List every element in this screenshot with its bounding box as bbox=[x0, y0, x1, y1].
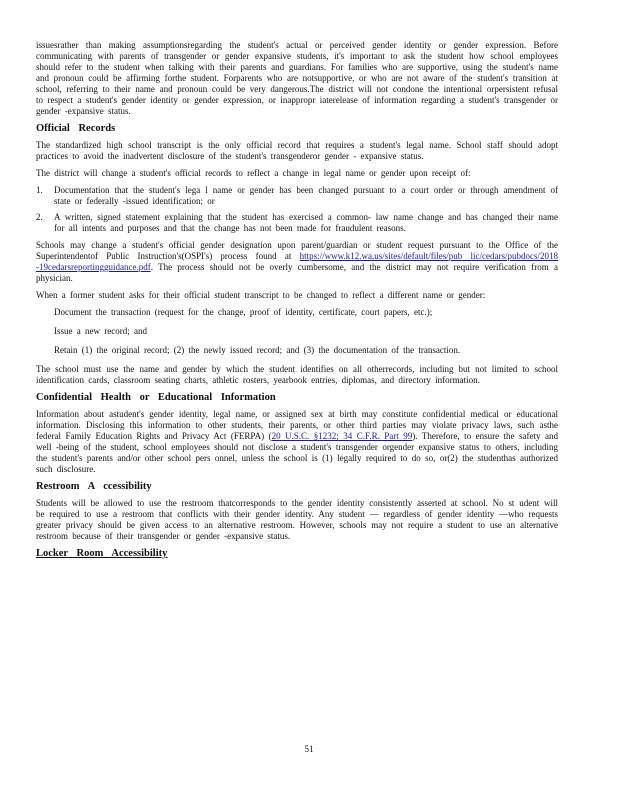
list-item-text: Issue a new record; and bbox=[54, 326, 147, 336]
restroom-paragraph: Students will be allowed to use the restroom thatcorresponds to the gender identity consistently asserted at school. No st udent will be required to use a restroom that conflicts with their gender identity. Any student — regardless of gender identity —who requests greater privacy should be given access to an alternative restroom. However, schools may not require a student to use an alternative restroom because of their transgender or gender -expansive status. bbox=[36, 498, 558, 541]
confidential-paragraph bbox=[36, 409, 558, 475]
paragraph-text: Information about astudent's gender identity, legal name, or assigned sex at birth may constitute confidential medical or educational information. Disclosing this information to other students, their parents, or other third parties may violate privacy laws, such asthe federal Family Education Rights and Privacy Act (FERPA) ( bbox=[36, 409, 558, 441]
locker-room-heading: Locker Room Accessibility bbox=[36, 548, 168, 559]
official-records-paragraph-1: The standardized high school transcript is the only official record that requires a student's legal name. School staff should adopt practices to avoid the inadvertent disclosure of the student's transgenderor gender - expansive status. bbox=[36, 140, 558, 161]
ferpa-citation-link[interactable]: 20 U.S.C. §1232; 34 C.F.R. Part 99 bbox=[271, 431, 413, 441]
official-records-paragraph-5: The school must use the name and gender by which the student identifies on all otherrecords, including but not limited to school identification cards, classroom seating charts, athletic rosters, yearbook entries, diplomas, and directory information. bbox=[36, 364, 558, 385]
list-number: 1. bbox=[36, 185, 43, 195]
paragraph-text: ). Therefore, to ensure the safety and well -being of the student, school employees should not disclose a student's transgender orgender expansive status to others, including the student's parents and/or other school pers onnel, unless the school is (1) legally required to do so, or(2) the studenthas authorized such disclosure. bbox=[36, 431, 559, 474]
list-item-text: Documentation that the student's lega l name or gender has been changed pursuant to a court order or through amendment of state or federally -issued identification; or bbox=[54, 185, 558, 206]
list-item bbox=[36, 212, 558, 234]
paragraph-text: . The process should not be overly cumbersome, and the district may not require verification from a physician. bbox=[36, 262, 558, 283]
restroom-heading: Restroom A ccessibility bbox=[36, 481, 152, 492]
list-number: 2. bbox=[36, 212, 43, 222]
transcript-steps-list bbox=[36, 307, 558, 356]
bullet-glyph bbox=[36, 326, 43, 337]
records-change-list bbox=[36, 185, 558, 234]
intro-paragraph: issuesrather than making assumptionsregarding the student's actual or perceived gender identity or gender expression. Before communicating with parents of transgender or gender expansive students, it's important to ask the student how school employees should refer to the student when talking with their parents and guardians. For families who are supportive, using the student's name and pronoun could be affirming forthe student. Forparents who are notsupportive, or who are not aware of the student's transition at school, referring to their name and pronoun could be very dangerous.The district will not condone the intentional orpersistent refusal to respect a student's gender identity or gender expression, or inappropr iaterelease of information regarding a student's transgender or gender -expansive status. bbox=[36, 40, 558, 116]
official-records-heading: Official Records bbox=[36, 123, 116, 134]
list-item-text: Retain (1) the original record; (2) the newly issued record; and (3) the documentation of the transaction. bbox=[54, 345, 461, 355]
list-item bbox=[36, 185, 558, 207]
official-records-paragraph-2: The district will change a student's official records to reflect a change in legal name or gender upon receipt of: bbox=[36, 168, 471, 178]
list-item bbox=[36, 307, 558, 318]
official-records-paragraph-4: When a former student asks for their official student transcript to be changed to reflect a different name or gender: bbox=[36, 290, 486, 300]
official-records-paragraph-3 bbox=[36, 240, 558, 284]
list-item bbox=[36, 326, 558, 337]
list-item-text: A written, signed statement explaining that the student has exercised a common- law name change and has changed their name for all intents and purposes and that the change has not been made for fraudulent reasons. bbox=[54, 212, 558, 233]
list-item-text: Document the transaction (request for the change, proof of identity, certificate, court papers, etc.); bbox=[54, 307, 433, 317]
bullet-glyph bbox=[36, 307, 43, 318]
page-number: 51 bbox=[304, 744, 314, 754]
document-page bbox=[36, 40, 558, 565]
list-item bbox=[36, 345, 558, 356]
paragraph-text: Schools may change a student's official gender designation upon parent/guardian or student request pursuant to the Office of the Superintendentof Public Instruction's(OSPI's) process found at bbox=[36, 240, 558, 261]
confidential-heading: Confidential Health or Educational Information bbox=[36, 392, 276, 403]
ospi-guidance-link[interactable]: https://www.k12.wa.us/sites/default/files/pub lic/cedars/pubdocs/2018 -19cedarsreportingguidance.pdf bbox=[36, 251, 558, 272]
bullet-glyph bbox=[36, 345, 43, 356]
